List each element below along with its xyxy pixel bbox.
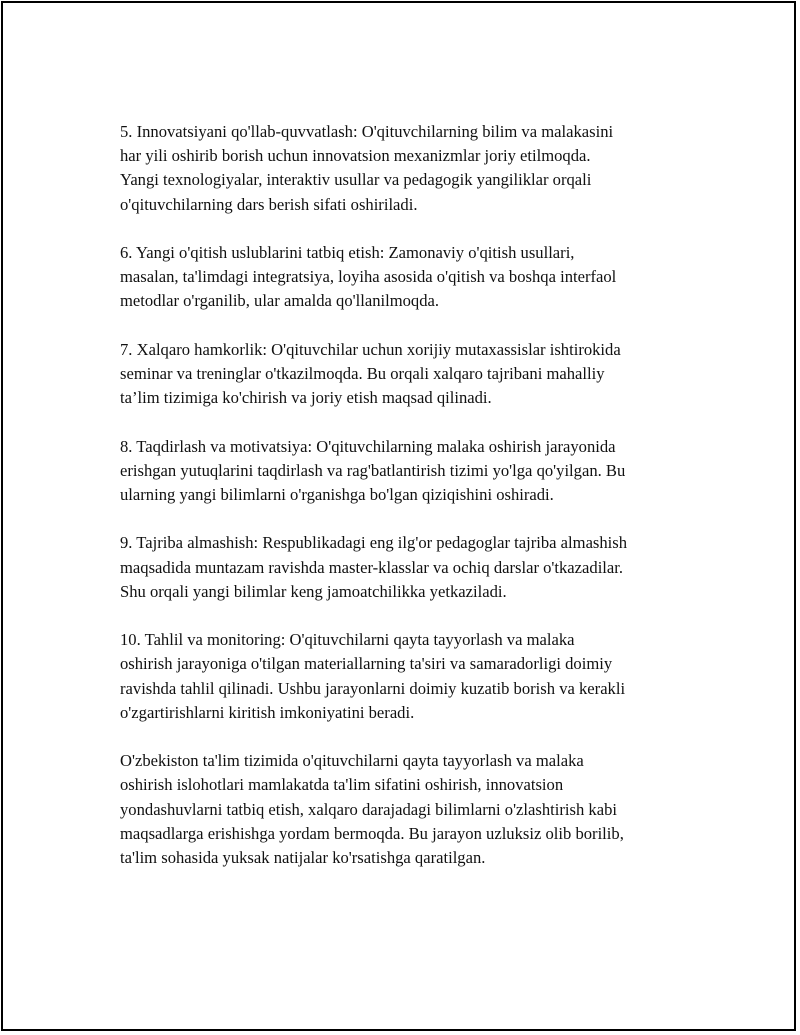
text-line: oshirish jarayoniga o'tilgan materiallarning ta'siri va samaradorligi doimiy — [120, 654, 613, 674]
text-line: maqsadlarga erishishga yordam bermoqda. Bu jarayon uzluksiz olib borilib, — [120, 823, 624, 843]
document-page — [1, 1, 796, 1031]
text-line: seminar va treninglar o'tkazilmoqda. Bu orqali xalqaro tajribani mahalliy — [120, 364, 605, 383]
text-line: erishgan yutuqlarini taqdirlash va rag'batlantirish tizimi yo'lga qo'yilgan. Bu — [120, 460, 626, 480]
text-line: 8. Taqdirlash va motivatsiya: O'qituvchilarning malaka oshirish jarayonida — [120, 436, 616, 456]
text-line: 10. Tahlil va monitoring: O'qituvchilarni qayta tayyorlash va malaka — [120, 630, 575, 650]
text-line: metodlar o'rganilib, ular amalda qo'llanilmoqda. — [120, 291, 440, 311]
text-line: Yangi texnologiyalar, interaktiv usullar va pedagogik yangiliklar orqali — [120, 170, 592, 190]
text-line: 9. Tajriba almashish: Respublikadagi eng ilg'or pedagoglar tajriba almashish — [120, 533, 628, 553]
text-line: maqsadida muntazam ravishda master-klasslar va ochiq darslar o'tkazadilar. — [120, 557, 624, 577]
text-line: O'zbekiston ta'lim tizimida o'qituvchilarni qayta tayyorlash va malaka — [120, 751, 584, 771]
text-line: Shu orqali yangi bilimlar keng jamoatchilikka yetkaziladi. — [120, 581, 507, 601]
paragraph-rewards-motivation — [120, 435, 690, 508]
text-line: 5. Innovatsiyani qo'llab-quvvatlash: O'qituvchilarning bilim va malakasini — [120, 122, 614, 141]
text-line: o'qituvchilarning dars berish sifati oshiriladi. — [120, 194, 418, 214]
text-line: 6. Yangi o'qitish uslublarini tatbiq etish: Zamonaviy o'qitish usullari, — [120, 243, 575, 262]
text-line: oshirish islohotlari mamlakatda ta'lim sifatini oshirish, innovatsion — [120, 775, 564, 795]
paragraph-analysis-monitoring — [120, 628, 690, 725]
text-line: ravishda tahlil qilinadi. Ushbu jarayonlarni doimiy kuzatib borish va kerakli — [120, 678, 626, 698]
paragraph-innovation-support — [120, 120, 690, 217]
text-line: ularning yangi bilimlarni o'rganishga bo'lgan qiziqishini oshiradi. — [120, 485, 554, 504]
paragraph-international-cooperation — [120, 338, 690, 411]
text-line: har yili oshirib borish uchun innovatsion mexanizmlar joriy etilmoqda. — [120, 146, 591, 166]
paragraph-new-teaching-methods — [120, 241, 690, 314]
text-line: ta'lim sohasida yuksak natijalar ko'rsatishga qaratilgan. — [120, 848, 486, 867]
text-line: yondashuvlarni tatbiq etish, xalqaro darajadagi bilimlarni o'zlashtirish kabi — [120, 799, 617, 819]
document-body — [120, 120, 690, 894]
paragraph-experience-exchange — [120, 531, 690, 604]
text-line: 7. Xalqaro hamkorlik: O'qituvchilar uchun xorijiy mutaxassislar ishtirokida — [120, 339, 621, 359]
text-line: ta’lim tizimiga ko'chirish va joriy etish maqsad qilinadi. — [120, 388, 492, 408]
text-line: masalan, ta'limdagi integratsiya, loyiha asosida o'qitish va boshqa interfaol — [120, 267, 617, 287]
paragraph-conclusion — [120, 749, 690, 870]
text-line: o'zgartirishlarni kiritish imkoniyatini beradi. — [120, 702, 415, 722]
